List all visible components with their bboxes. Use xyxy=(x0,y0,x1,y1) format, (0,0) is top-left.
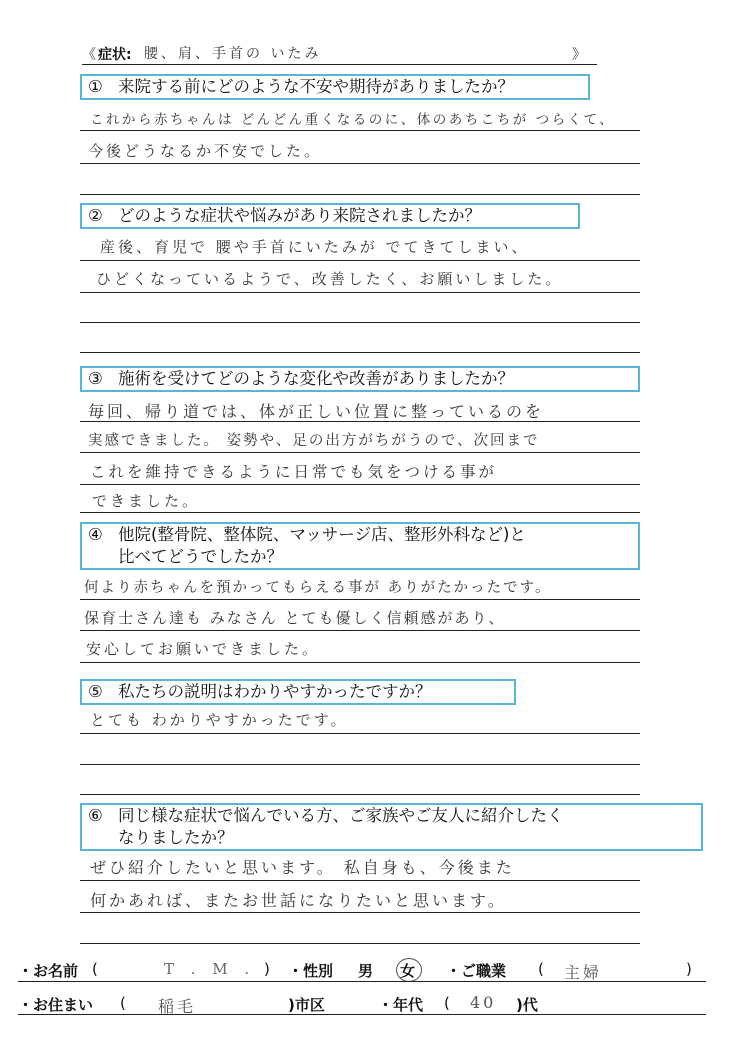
q4-answer-line-1: 何より赤ちゃんを預かってもらえる事が ありがたかったです。 xyxy=(84,580,552,596)
name-value: T . M . xyxy=(164,960,256,978)
question-4-box xyxy=(80,522,640,570)
q3-rule-4 xyxy=(80,512,640,513)
symptom-label: 症状: xyxy=(98,47,132,63)
occupation-value: 主婦 xyxy=(564,963,603,982)
question-2-text: どのような症状や悩みがあり来院されましたか？ xyxy=(118,206,481,225)
age-open-paren: ( xyxy=(444,994,450,1012)
q4-answer-line-3: 安心してお願いできました。 xyxy=(86,640,321,658)
q3-answer-line-3: これを維持できるように日常でも気をつける事が xyxy=(90,463,498,481)
q4-rule-2 xyxy=(80,630,640,631)
footer-rule-1 xyxy=(18,981,706,982)
q6-rule-3 xyxy=(80,943,640,944)
q4-rule-3 xyxy=(80,662,640,663)
q2-rule-4 xyxy=(80,352,640,353)
question-6-text-line-2: なりましたか？ xyxy=(118,828,234,847)
q1-rule-3 xyxy=(80,194,640,195)
age-close-label: )代 xyxy=(516,996,538,1014)
question-3-number: ③ xyxy=(88,369,103,388)
q2-rule-2 xyxy=(80,292,640,293)
symptom-close-bracket: 》 xyxy=(572,47,586,63)
name-open-paren: ( xyxy=(92,960,98,978)
q6-rule-1 xyxy=(80,880,640,881)
address-value: 稲毛 xyxy=(158,997,197,1016)
q6-answer-line-2: 何かあれば、またお世話になりたいと思います。 xyxy=(90,891,507,910)
q2-rule-3 xyxy=(80,322,640,323)
age-label: ・年代 xyxy=(378,996,424,1014)
symptom-value: 腰、肩、手首の いたみ xyxy=(144,46,322,62)
q5-rule-3 xyxy=(80,794,640,795)
gender-male: 男 xyxy=(358,962,374,980)
question-2-number: ② xyxy=(88,206,103,225)
name-close-paren: ) xyxy=(264,960,270,978)
question-6-text-line-1: 同じ様な症状で悩んでいる方、ご家族やご友人に紹介したく xyxy=(118,806,564,825)
symptom-row xyxy=(82,42,592,66)
q3-rule-3 xyxy=(80,484,640,485)
question-5-box xyxy=(80,679,516,705)
q1-answer-line-1: これから赤ちゃんは どんどん重くなるのに、体のあちこちが つらくて、 xyxy=(90,112,616,128)
question-1-number: ① xyxy=(88,77,103,96)
q6-rule-2 xyxy=(80,912,640,913)
question-6-box xyxy=(80,803,703,851)
q6-answer-line-1: ぜひ紹介したいと思います。 私自身も、今後また xyxy=(90,858,515,877)
q1-answer-line-2: 今後どうなるか不安でした。 xyxy=(88,142,323,160)
name-label: ・お名前 xyxy=(18,962,79,980)
question-3-text: 施術を受けてどのような変化や改善がありましたか？ xyxy=(118,369,514,388)
question-1-text: 来院する前にどのような不安や期待がありましたか？ xyxy=(118,77,514,96)
occupation-open-paren: ( xyxy=(538,960,544,978)
question-3-box xyxy=(80,366,640,392)
gender-female: 女 xyxy=(400,962,416,980)
q2-answer-line-2: ひどくなっているようで、改善したく、お願いしました。 xyxy=(96,270,564,288)
footer-rule-2 xyxy=(18,1014,706,1015)
question-4-text-line-1: 他院(整骨院、整体院、マッサージ店、整形外科など)と xyxy=(118,525,526,544)
q3-answer-line-2: 実感できました。 姿勢や、足の出方がちがうので、次回まで xyxy=(88,433,540,449)
question-4-number: ④ xyxy=(88,525,103,544)
occupation-label: ・ご職業 xyxy=(446,962,507,980)
question-4-text-line-2: 比べてどうでしたか？ xyxy=(118,547,283,566)
female-circle-mark xyxy=(396,958,422,982)
q2-answer-line-1: 産後、育児で 腰や手首にいたみが でてきてしまい、 xyxy=(100,238,530,256)
question-2-box xyxy=(80,203,580,229)
age-value: 40 xyxy=(470,993,497,1012)
q1-rule-2 xyxy=(80,163,640,164)
question-6-number: ⑥ xyxy=(88,806,103,825)
gender-label: ・性別 xyxy=(288,962,334,980)
q4-rule-1 xyxy=(80,599,640,600)
question-1-box xyxy=(80,74,590,100)
q1-rule-1 xyxy=(80,130,640,131)
q5-rule-1 xyxy=(80,733,640,734)
q4-answer-line-2: 保育士さん達も みなさん とても優しく信頼感があり、 xyxy=(84,609,506,627)
occupation-close-paren: ) xyxy=(686,960,692,978)
q3-rule-1 xyxy=(80,421,640,422)
q5-rule-2 xyxy=(80,764,640,765)
address-close-label: )市区 xyxy=(288,996,325,1014)
symptom-underline xyxy=(82,64,597,65)
symptom-open-bracket: 《 xyxy=(82,47,96,63)
q3-answer-line-1: 毎回、帰り道では、体が正しい位置に整っているのを xyxy=(88,402,545,421)
question-5-text: 私たちの説明はわかりやすかったですか？ xyxy=(118,682,432,701)
address-open-paren: ( xyxy=(120,994,126,1012)
address-label: ・お住まい xyxy=(18,996,94,1014)
question-5-number: ⑤ xyxy=(88,682,103,701)
q3-answer-line-4: できました。 xyxy=(92,492,201,510)
q5-answer-line-1: とても わかりやすかったです。 xyxy=(90,711,349,729)
q3-rule-2 xyxy=(80,452,640,453)
q2-rule-1 xyxy=(80,260,640,261)
